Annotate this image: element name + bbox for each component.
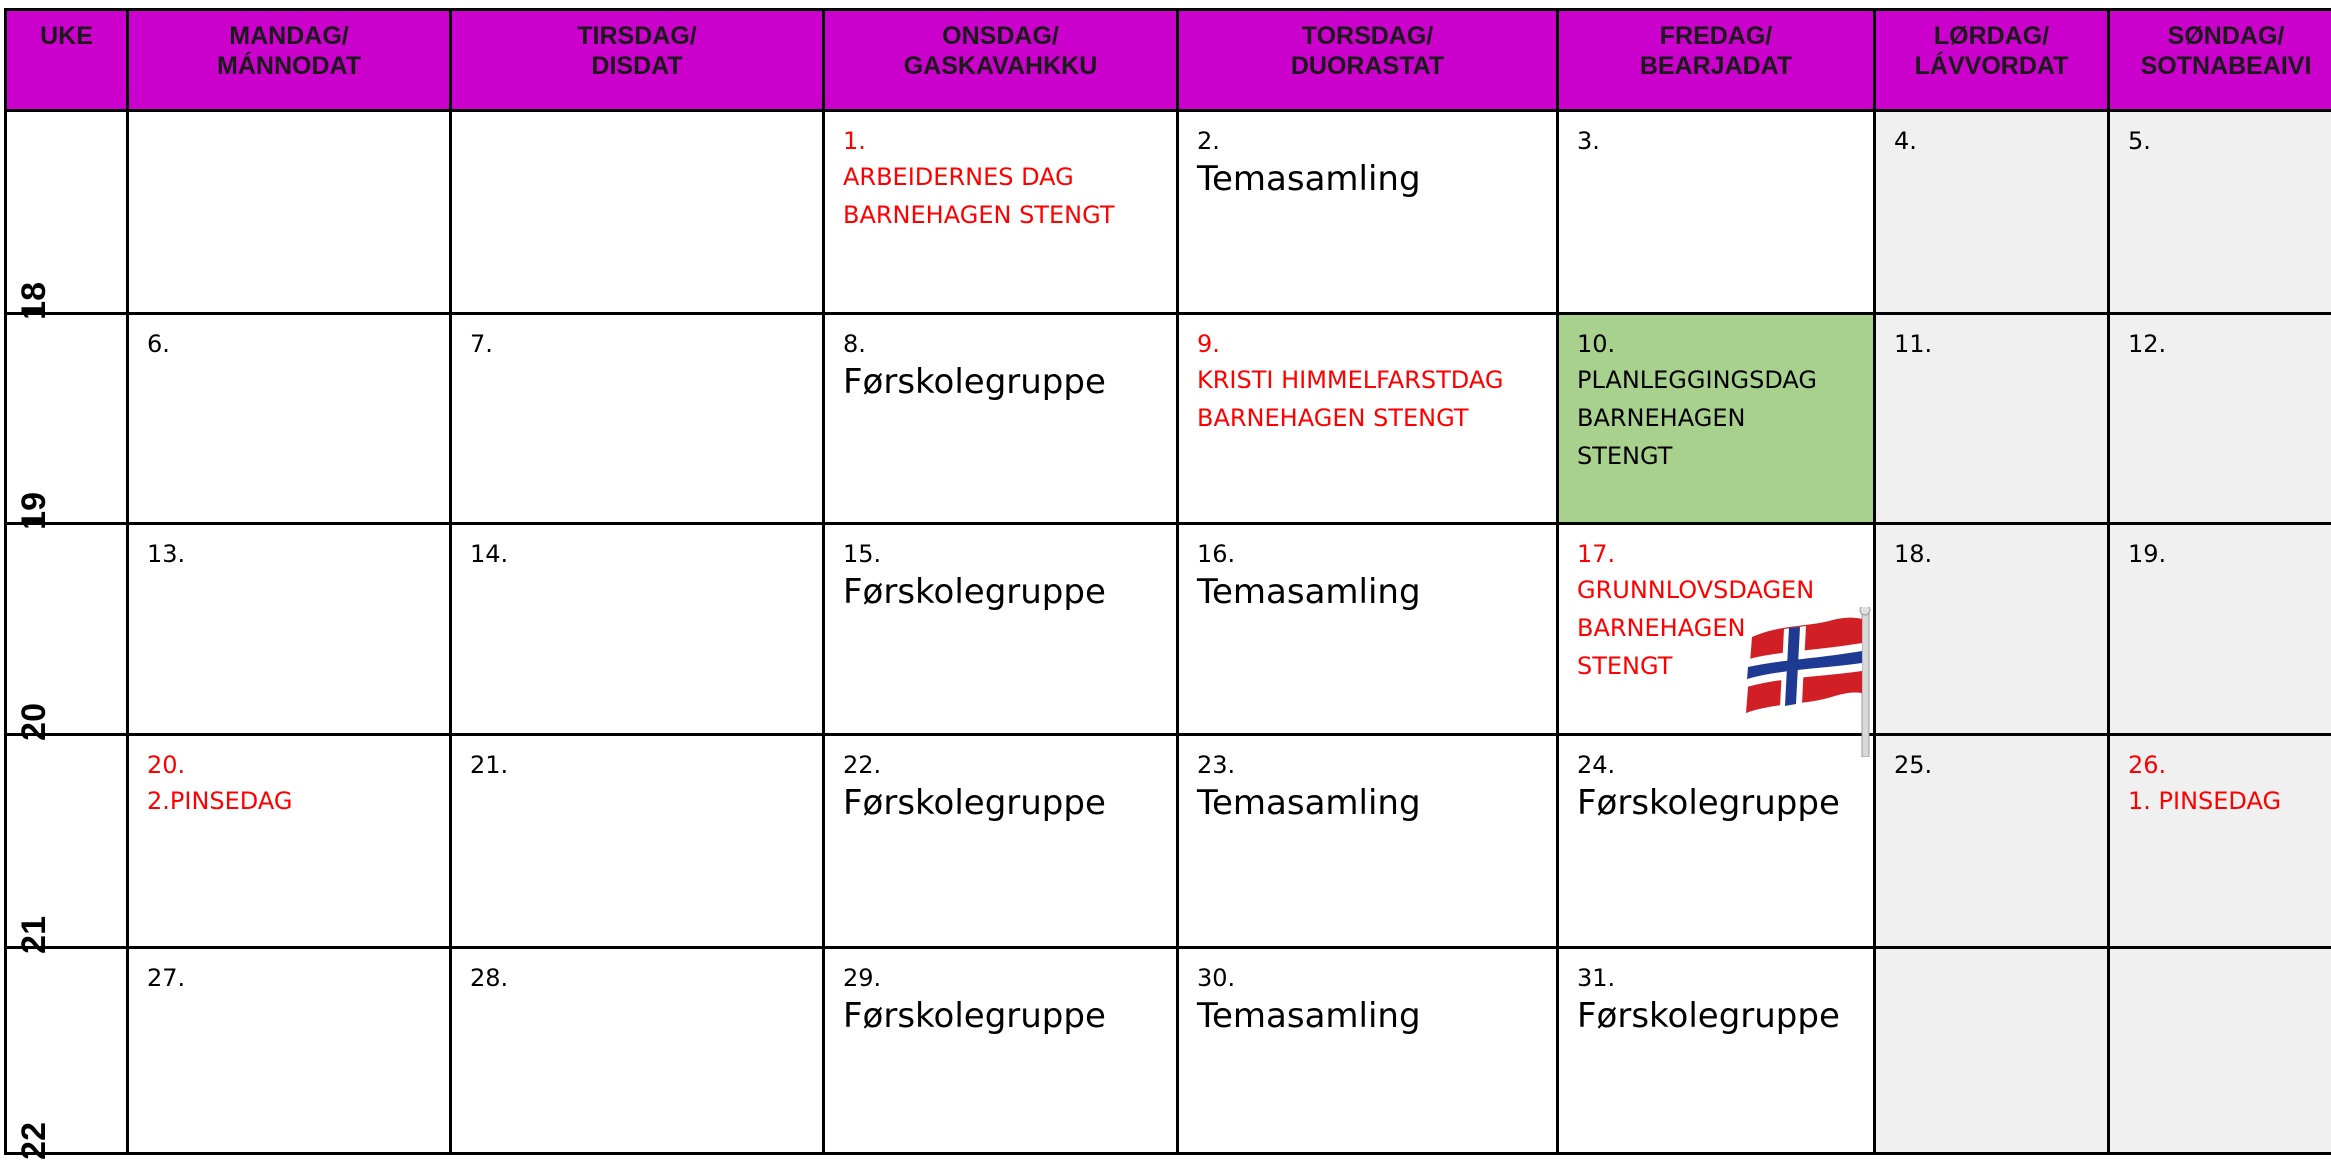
day-cell-monday <box>128 735 451 948</box>
day-number: 1. <box>843 124 1158 158</box>
day-cell-monday <box>128 524 451 735</box>
day-note: 2.PINSEDAG <box>147 782 431 820</box>
day-cell-thursday <box>1178 111 1558 314</box>
day-event: Førskolegruppe <box>843 995 1158 1037</box>
week-number-cell <box>6 111 128 314</box>
day-cell-tuesday <box>451 524 824 735</box>
day-cell-wednesday <box>824 735 1178 948</box>
day-number: 20. <box>147 748 431 782</box>
day-number: 4. <box>1894 124 2089 158</box>
week-number-cell <box>6 948 128 1154</box>
week-number: 21 <box>15 916 54 954</box>
day-event: Temasamling <box>1197 571 1538 613</box>
day-cell-monday <box>128 314 451 524</box>
week-number-cell <box>6 524 128 735</box>
day-cell-wednesday <box>824 948 1178 1154</box>
calendar-table <box>4 8 2331 1155</box>
day-cell-thursday <box>1178 314 1558 524</box>
day-note: BARNEHAGEN STENGT <box>843 196 1158 234</box>
day-number: 8. <box>843 327 1158 361</box>
day-event: Temasamling <box>1197 782 1538 824</box>
week-number: 22 <box>15 1122 54 1160</box>
day-number: 28. <box>470 961 804 995</box>
header-friday: FREDAG/ BEARJADAT <box>1558 10 1875 111</box>
day-number: 12. <box>2128 327 2324 361</box>
week-number: 18 <box>15 282 54 320</box>
day-cell-saturday <box>1875 948 2109 1154</box>
day-number: 23. <box>1197 748 1538 782</box>
day-number: 3. <box>1577 124 1855 158</box>
week-number-cell <box>6 314 128 524</box>
day-cell-tuesday <box>451 948 824 1154</box>
norwegian-flag-icon <box>1744 607 1884 757</box>
day-number: 11. <box>1894 327 2089 361</box>
day-number: 6. <box>147 327 431 361</box>
day-cell-friday <box>1558 524 1875 735</box>
day-note: BARNEHAGEN <box>1577 399 1855 437</box>
header-sunday: SØNDAG/ SOTNABEAIVI <box>2109 10 2331 111</box>
day-note: ARBEIDERNES DAG <box>843 158 1158 196</box>
day-note: STENGT <box>1577 647 1855 685</box>
day-number: 24. <box>1577 748 1855 782</box>
day-cell-wednesday <box>824 314 1178 524</box>
day-number: 25. <box>1894 748 2089 782</box>
day-note: GRUNNLOVSDAGEN <box>1577 571 1855 609</box>
header-wednesday: ONSDAG/ GASKAVAHKKU <box>824 10 1178 111</box>
day-cell-thursday <box>1178 524 1558 735</box>
day-number: 30. <box>1197 961 1538 995</box>
day-cell-sunday <box>2109 524 2331 735</box>
day-number: 2. <box>1197 124 1538 158</box>
day-number: 31. <box>1577 961 1855 995</box>
day-number: 14. <box>470 537 804 571</box>
day-event: Førskolegruppe <box>843 782 1158 824</box>
day-cell-friday <box>1558 948 1875 1154</box>
day-cell-friday <box>1558 314 1875 524</box>
day-number: 27. <box>147 961 431 995</box>
day-number: 13. <box>147 537 431 571</box>
day-number: 22. <box>843 748 1158 782</box>
day-number: 15. <box>843 537 1158 571</box>
day-number: 18. <box>1894 537 2089 571</box>
day-event: Førskolegruppe <box>1577 995 1855 1037</box>
day-cell-friday <box>1558 111 1875 314</box>
week-row <box>6 111 2331 314</box>
day-number: 19. <box>2128 537 2324 571</box>
day-cell-monday <box>128 111 451 314</box>
week-number-cell <box>6 735 128 948</box>
day-number: 26. <box>2128 748 2324 782</box>
day-cell-saturday <box>1875 111 2109 314</box>
day-note: 1. PINSEDAG <box>2128 782 2324 820</box>
day-cell-saturday <box>1875 735 2109 948</box>
day-event: Førskolegruppe <box>843 361 1158 403</box>
day-cell-wednesday <box>824 524 1178 735</box>
header-week: UKE <box>6 10 128 111</box>
header-row <box>6 10 2331 111</box>
day-cell-wednesday <box>824 111 1178 314</box>
day-cell-monday <box>128 948 451 1154</box>
day-cell-sunday <box>2109 735 2331 948</box>
day-number: 9. <box>1197 327 1538 361</box>
week-number: 20 <box>15 703 54 741</box>
day-number: 7. <box>470 327 804 361</box>
day-number: 21. <box>470 748 804 782</box>
day-event: Temasamling <box>1197 158 1538 200</box>
day-cell-sunday <box>2109 111 2331 314</box>
day-cell-tuesday <box>451 735 824 948</box>
day-number: 29. <box>843 961 1158 995</box>
day-number: 10. <box>1577 327 1855 361</box>
day-note: BARNEHAGEN <box>1577 609 1855 647</box>
week-row <box>6 524 2331 735</box>
day-note: PLANLEGGINGSDAG <box>1577 361 1855 399</box>
day-number: 16. <box>1197 537 1538 571</box>
week-number: 19 <box>15 492 54 530</box>
day-cell-tuesday <box>451 314 824 524</box>
day-cell-friday <box>1558 735 1875 948</box>
week-row <box>6 735 2331 948</box>
header-tuesday: TIRSDAG/ DISDAT <box>451 10 824 111</box>
week-row <box>6 948 2331 1154</box>
day-event: Temasamling <box>1197 995 1538 1037</box>
day-note: KRISTI HIMMELFARSTDAG <box>1197 361 1538 399</box>
header-monday: MANDAG/ MÁNNODAT <box>128 10 451 111</box>
day-cell-thursday <box>1178 735 1558 948</box>
day-cell-tuesday <box>451 111 824 314</box>
day-cell-saturday <box>1875 314 2109 524</box>
day-cell-sunday <box>2109 948 2331 1154</box>
day-cell-thursday <box>1178 948 1558 1154</box>
day-number: 5. <box>2128 124 2324 158</box>
day-number: 17. <box>1577 537 1855 571</box>
day-cell-sunday <box>2109 314 2331 524</box>
header-thursday: TORSDAG/ DUORASTAT <box>1178 10 1558 111</box>
week-row <box>6 314 2331 524</box>
day-note: BARNEHAGEN STENGT <box>1197 399 1538 437</box>
day-event: Førskolegruppe <box>843 571 1158 613</box>
header-saturday: LØRDAG/ LÁVVORDAT <box>1875 10 2109 111</box>
day-cell-saturday <box>1875 524 2109 735</box>
day-note: STENGT <box>1577 437 1855 475</box>
day-event: Førskolegruppe <box>1577 782 1855 824</box>
